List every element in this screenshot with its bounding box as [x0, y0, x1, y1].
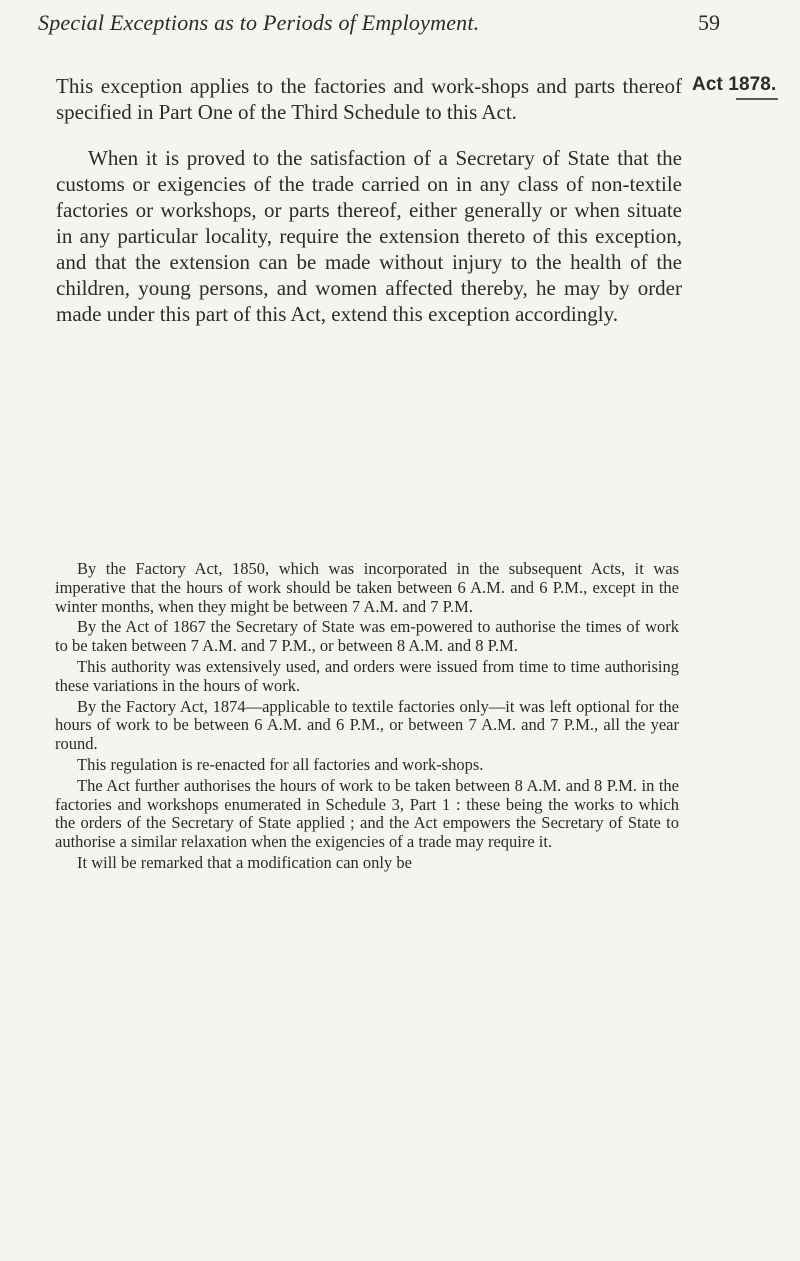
margin-note-rule	[736, 98, 778, 100]
note-paragraph-4: By the Factory Act, 1874—applicable to textile factories only—it was left optional for the hours of work to be between 6 A.M. and 6 P.M., or between 7 A.M. and 7 P.M., all the year round.	[55, 696, 679, 754]
commentary-notes	[55, 560, 679, 873]
note-paragraph-7: It will be remarked that a modification can only be	[77, 852, 412, 872]
note-paragraph-2: By the Act of 1867 the Secretary of State was em-powered to authorise the times of work to be taken between 7 A.M. and 7 P.M., or between 8 A.M. and 8 P.M.	[55, 617, 679, 656]
note-paragraph-3: This authority was extensively used, and orders were issued from time to time authorising these variations in the hours of work.	[55, 656, 679, 695]
main-paragraph-1: This exception applies to the factories and work-shops and parts thereof specified in Part One of the Third Schedule to this Act.	[56, 74, 682, 124]
main-text-block	[56, 73, 682, 327]
page-number: 59	[698, 10, 720, 35]
note-paragraph-1: By the Factory Act, 1850, which was incorporated in the subsequent Acts, it was imperative that the hours of work should be taken between 6 A.M. and 6 P.M., except in the winter months, when they might be between 7 A.M. and 7 P.M.	[55, 559, 679, 616]
note-paragraph-6: The Act further authorises the hours of work to be taken between 8 A.M. and 8 P.M. in the factories and workshops enumerated in Schedule 3, Part 1 : these being the works to which the orders of the Secretary of State applied ; and the Act empowers the Secretary of State to authorise a similar relaxation when the exigencies of a trade may require it.	[55, 775, 679, 852]
page-header	[38, 10, 720, 48]
note-paragraph-5: This regulation is re-enacted for all factories and work-shops.	[77, 754, 484, 774]
margin-note: Act 1878.	[692, 74, 777, 95]
main-paragraph-2: When it is proved to the satisfaction of a Secretary of State that the customs or exigencies of the trade carried on in any class of non-textile factories or workshops, or parts thereof, either generally or when situate in any particular locality, require the extension thereto of this exception, and that the extension can be made without injury to the health of the children, young persons, and women affected thereby, he may by order made under this part of this Act, extend this exception accordingly.	[56, 146, 682, 326]
running-title: Special Exceptions as to Periods of Employment.	[38, 10, 480, 35]
